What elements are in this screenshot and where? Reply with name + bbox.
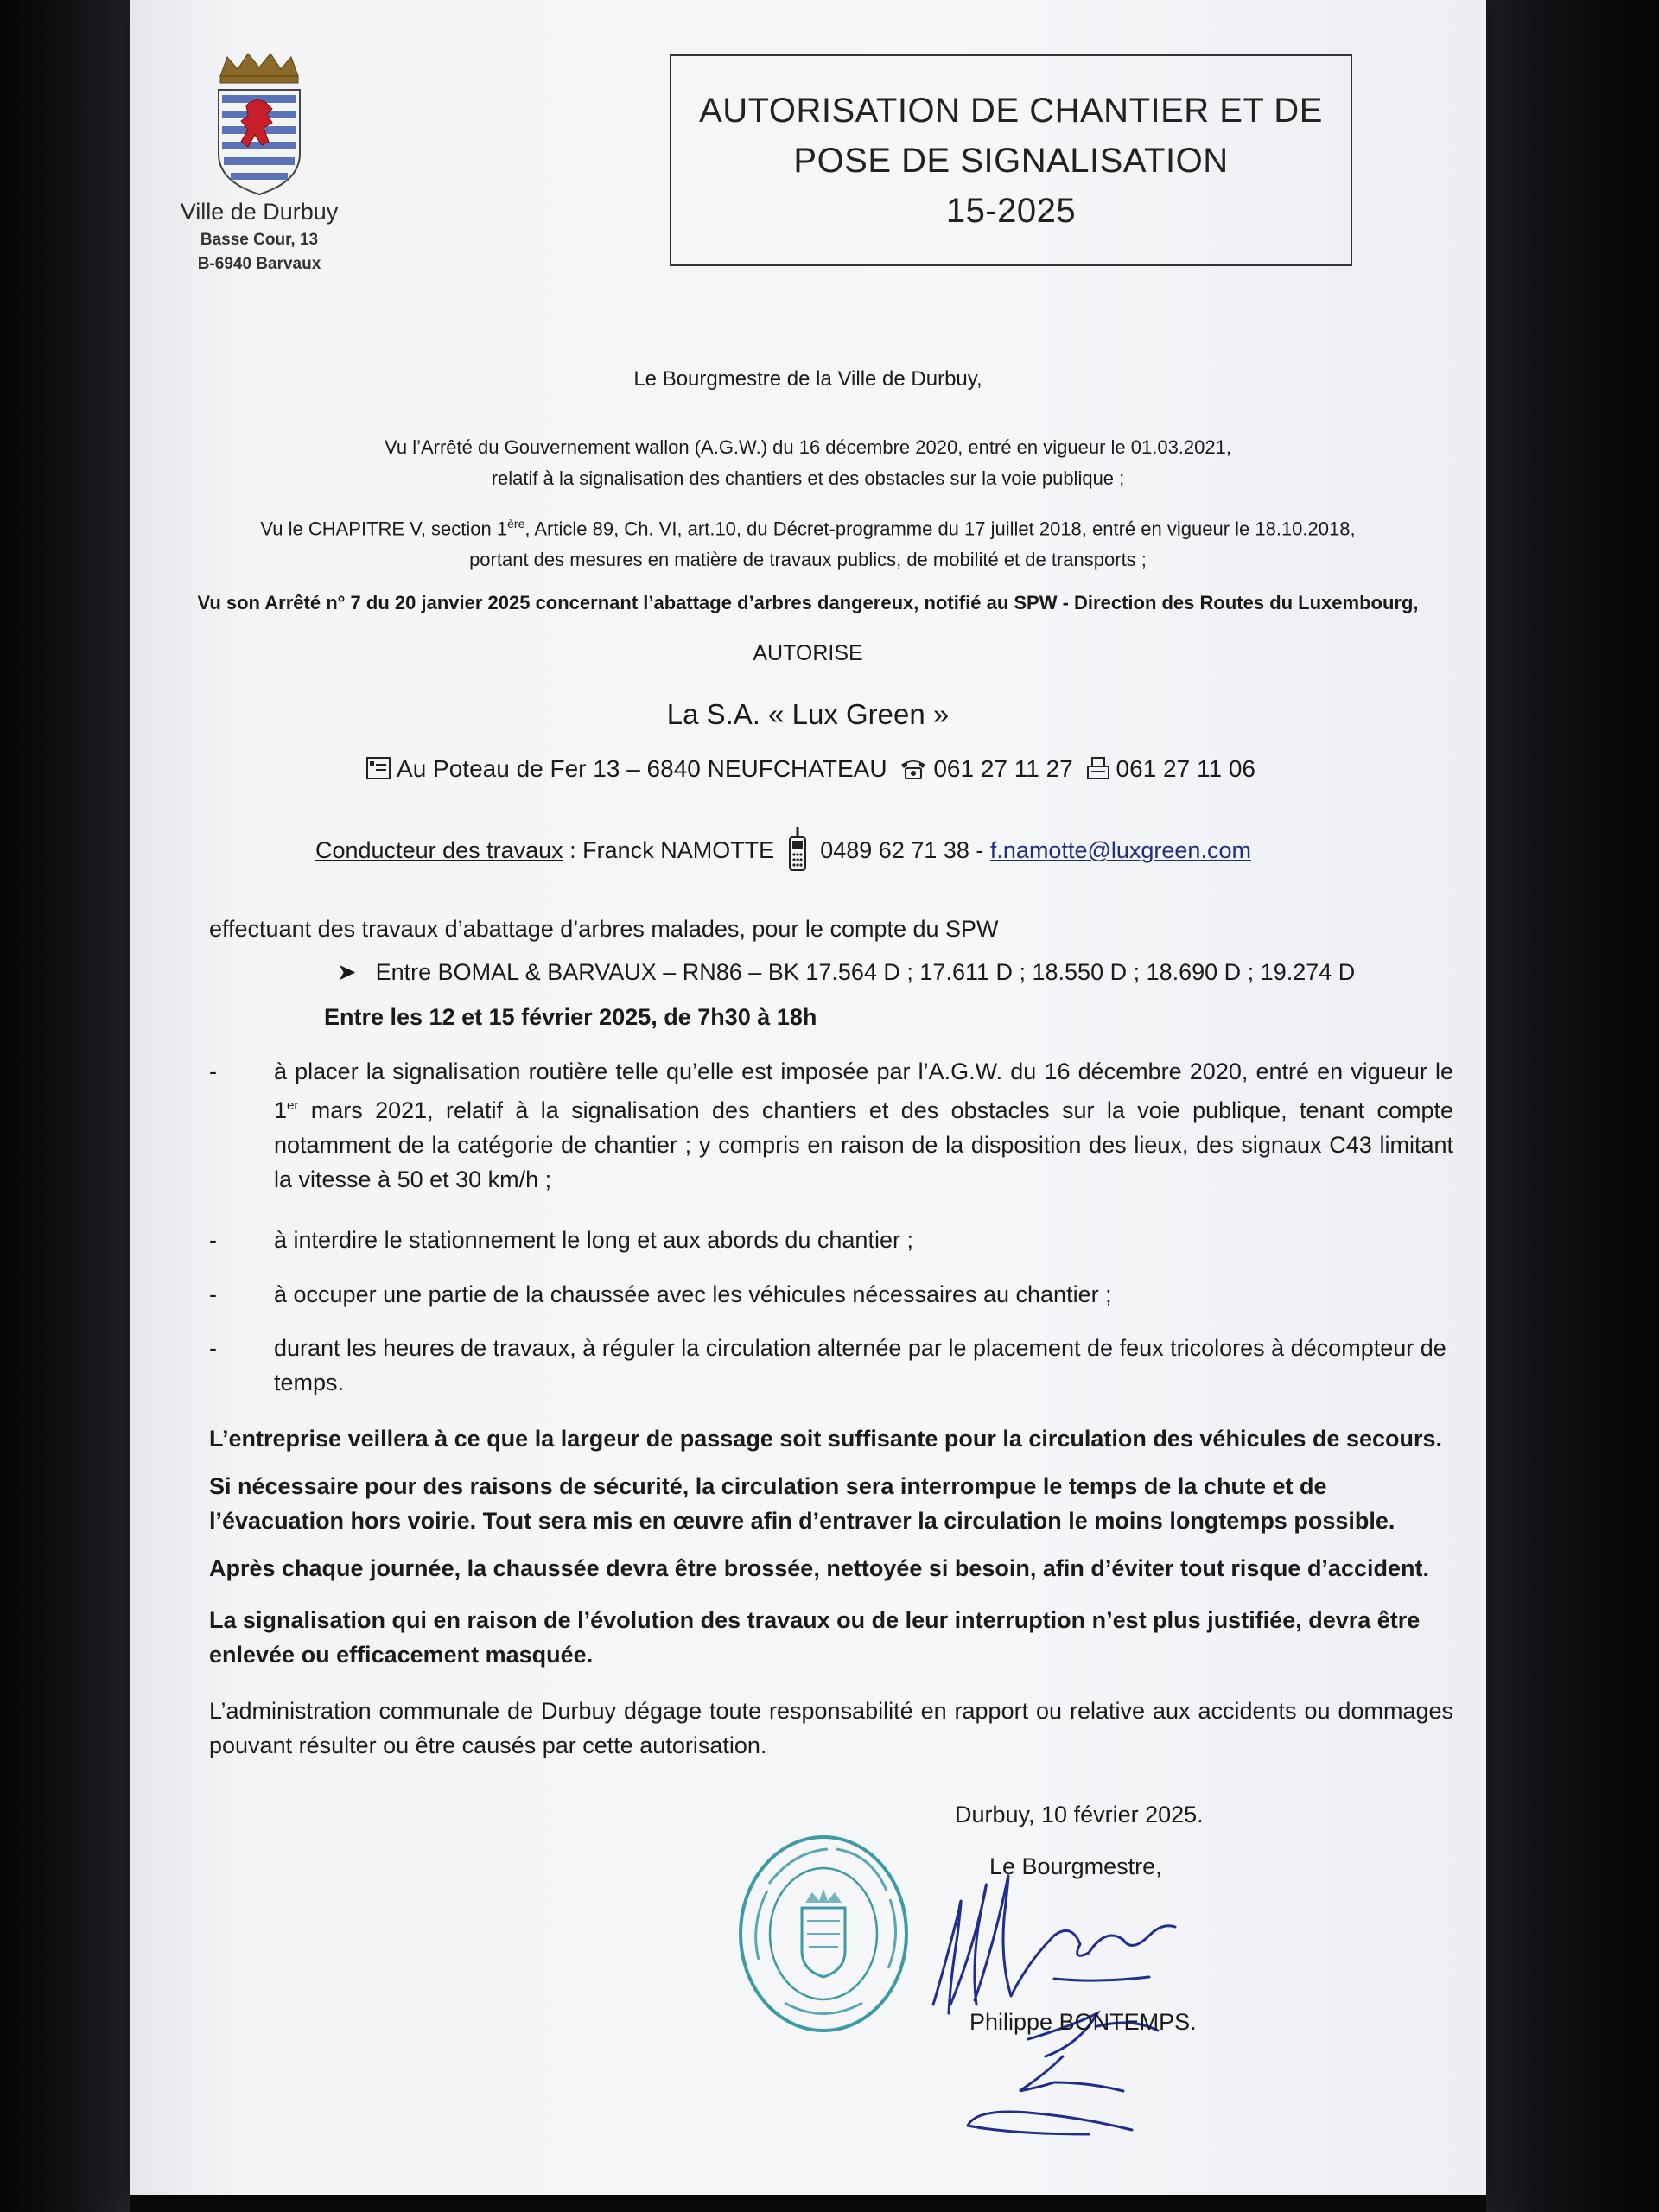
condition-1-sup: er — [287, 1098, 299, 1113]
work-period: Entre les 12 et 15 février 2025, de 7h30 à 18h — [324, 1004, 817, 1030]
autorise-heading: AUTORISE — [753, 641, 863, 665]
condition-item — [209, 1054, 1453, 1197]
conducteur-label: Conducteur des travaux — [315, 837, 563, 863]
telephone-icon — [899, 756, 928, 780]
considerant-decret — [130, 508, 1486, 575]
company-fax: 061 27 11 06 — [1116, 755, 1255, 782]
considerant-decret-sup: ère — [507, 517, 525, 531]
dash-bullet: - — [209, 1058, 217, 1084]
considerant-arrete: Vu son Arrêté n° 7 du 20 janvier 2025 concernant l’abattage d’arbres dangereux, notifié au SPW - Direction des Routes du Luxembourg, — [197, 592, 1419, 613]
screen-bezel-right — [1486, 0, 1659, 2212]
company-phone: 061 27 11 27 — [933, 755, 1073, 782]
route-bullet — [337, 959, 1355, 986]
conducteur-name: : Franck NAMOTTE — [563, 837, 775, 863]
route-details: Entre BOMAL & BARVAUX – RN86 – BK 17.564 D ; 17.611 D ; 18.550 D ; 18.690 D ; 19.274 D — [375, 959, 1356, 985]
title-line-2: POSE DE SIGNALISATION — [793, 141, 1229, 180]
signoff-date: Durbuy, 10 février 2025. — [955, 1802, 1204, 1827]
paragraph-nettoyage: Après chaque journée, la chaussée devra être brossée, nettoyée si besoin, afin d’éviter tout risque d’accident. — [209, 1555, 1429, 1581]
address-card-icon — [365, 756, 391, 780]
arrow-bullet-icon: ➤ — [337, 959, 357, 985]
paragraph-secours: L’entreprise veillera à ce que la largeur de passage soit suffisante pour la circulation des véhicules de secours. — [209, 1426, 1443, 1452]
mobile-phone-icon — [786, 825, 809, 874]
fax-icon — [1085, 756, 1111, 780]
letterhead-postal: B-6940 Barvaux — [197, 255, 321, 273]
condition-item — [209, 1331, 1453, 1400]
considerant-decret-line2: portant des mesures en matière de travaux publics, de mobilité et de transports ; — [469, 549, 1147, 571]
document-title-box — [670, 54, 1352, 266]
dash-bullet: - — [209, 1281, 217, 1307]
paragraph-responsabilite: L’administration communale de Durbuy dégage toute responsabilité en rapport ou relative aux accidents ou dommages pouvant résulter ou être causés par cette autorisation. — [209, 1698, 1453, 1758]
considerant-decret-post: , Article 89, Ch. VI, art.10, du Décret-programme du 17 juillet 2018, entré en vigueur le 18.10.2018, — [524, 518, 1356, 540]
letterhead — [156, 199, 363, 274]
considerant-agw-line2: relatif à la signalisation des chantiers et des obstacles sur la voie publique ; — [491, 467, 1125, 489]
condition-1-post: mars 2021, relatif à la signalisation des chantiers et des obstacles sur la voie publique, tenant compte notamment de la catégorie de chantier ; y compris en raison de la disposition des lieux, des signaux C43 limitant la vitesse à 50 et 30 km/h ; — [274, 1097, 1453, 1192]
condition-item — [209, 1277, 1453, 1312]
company-contact-line — [130, 755, 1486, 783]
conducteur-dash: - — [969, 837, 990, 863]
condition-item — [209, 1223, 1453, 1257]
document-page — [130, 0, 1486, 2195]
letterhead-street: Basse Cour, 13 — [200, 231, 319, 249]
paragraph-signalisation: La signalisation qui en raison de l’évolution des travaux ou de leur interruption n’est plus justifiée, devra être enlevée ou efficacement masquée. — [209, 1607, 1421, 1668]
condition-4: durant les heures de travaux, à réguler la circulation alternée par le placement de feux tricolores à décompteur de temps. — [274, 1335, 1446, 1395]
considerant-decret-pre: Vu le CHAPITRE V, section 1 — [260, 518, 508, 540]
considerant-agw — [130, 432, 1486, 494]
conducteur-mobile: 0489 62 71 38 — [820, 837, 969, 863]
paragraph-securite: Si nécessaire pour des raisons de sécurité, la circulation sera interrompue le temps de la chute et de l’évacuation hors voirie. Tout sera mis en œuvre afin d’entraver la circulation le moins longtemps possible. — [209, 1473, 1395, 1534]
bourgmestre-intro: Le Bourgmestre de la Ville de Durbuy, — [633, 367, 982, 391]
screen-bezel-left — [0, 0, 130, 2212]
municipal-stamp — [733, 1830, 914, 2037]
title-line-1: AUTORISATION DE CHANTIER ET DE — [699, 91, 1323, 130]
durbuy-crest-icon — [212, 52, 307, 199]
conducteur-line — [315, 825, 1251, 874]
considerant-decret-line1 — [130, 508, 1486, 544]
work-description: effectuant des travaux d’abattage d’arbres malades, pour le compte du SPW — [209, 916, 999, 942]
paraph-mark — [959, 2039, 1184, 2152]
condition-1-pre: à placer la signalisation routière telle qu’elle est imposée par l’A.G.W. du 16 décembre 2020, entré en vigueur le 1 — [274, 1058, 1453, 1123]
condition-2: à interdire le stationnement le long et aux abords du chantier ; — [274, 1227, 913, 1253]
title-number: 15-2025 — [945, 191, 1077, 230]
condition-3: à occuper une partie de la chaussée avec les véhicules nécessaires au chantier ; — [274, 1281, 1112, 1307]
considerant-agw-line1: Vu l’Arrêté du Gouvernement wallon (A.G.W.) du 16 décembre 2020, entré en vigueur le 01.03.2021, — [385, 436, 1231, 458]
company-address: Au Poteau de Fer 13 – 6840 NEUFCHATEAU — [397, 755, 887, 782]
signoff-role: Le Bourgmestre, — [989, 1853, 1162, 1879]
signoff-name: Philippe BONTEMPS. — [969, 2009, 1197, 2035]
letterhead-city: Ville de Durbuy — [180, 199, 339, 225]
dash-bullet: - — [209, 1227, 217, 1253]
conducteur-email-link[interactable]: f.namotte@luxgreen.com — [989, 837, 1251, 863]
dash-bullet: - — [209, 1335, 217, 1361]
company-name: La S.A. « Lux Green » — [666, 698, 950, 730]
